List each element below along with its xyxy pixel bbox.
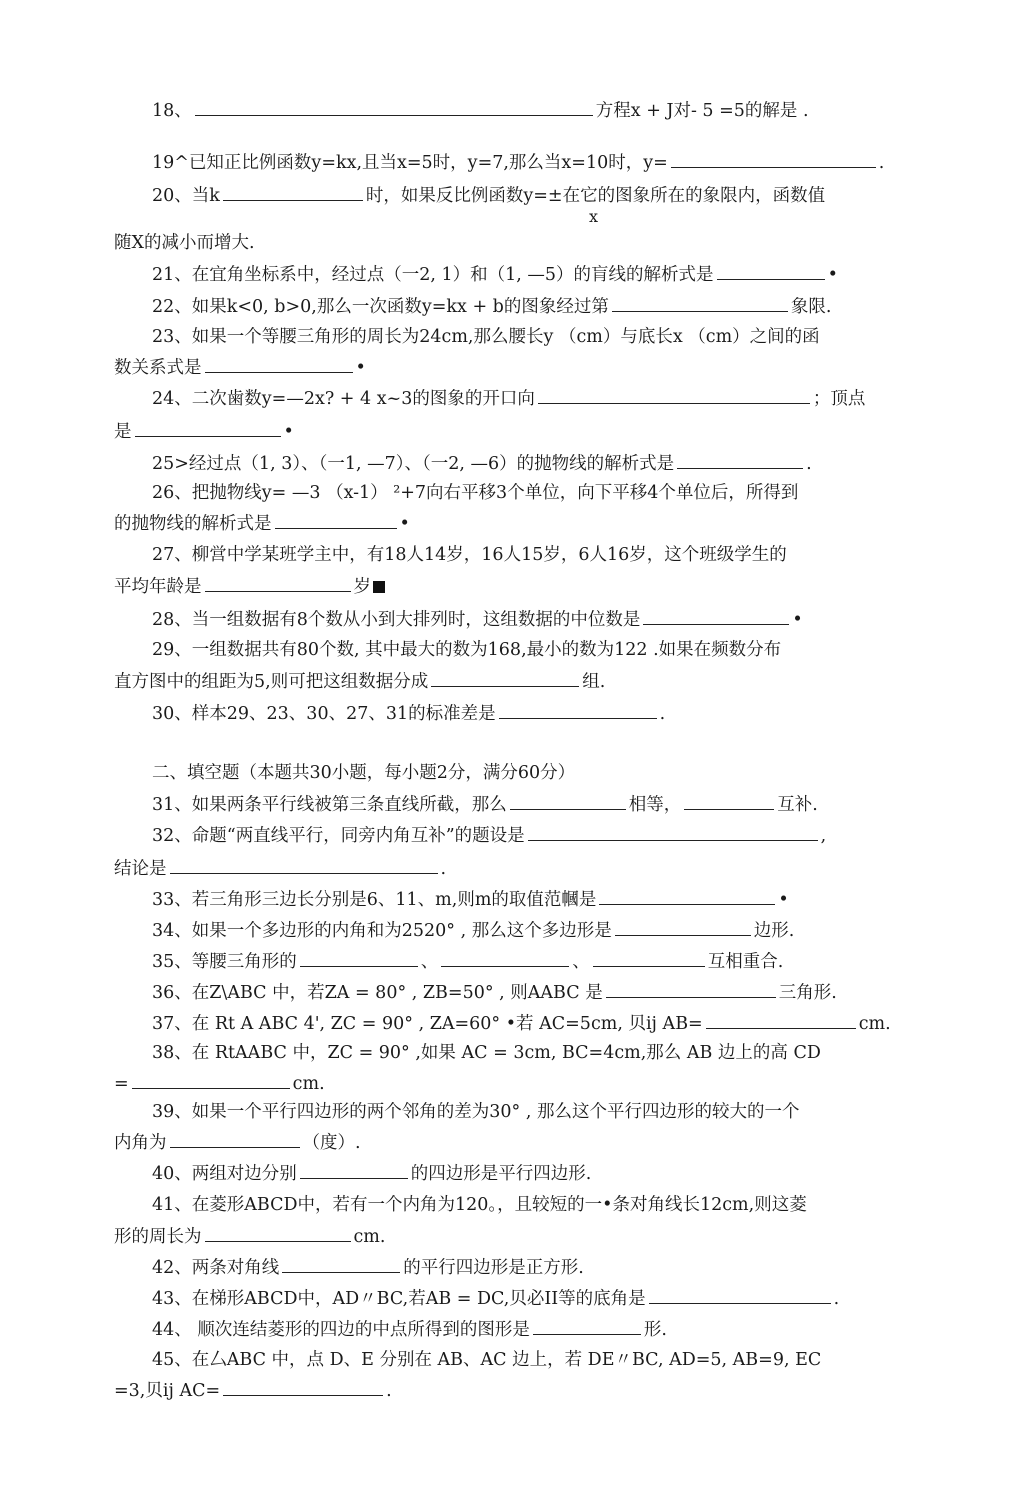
question-41: [152, 1190, 904, 1220]
question-30: [152, 698, 904, 728]
question-25: [152, 448, 904, 478]
answer-blank[interactable]: [593, 946, 705, 967]
question-text: 29、一组数据共有80个数, 其中最大的数为168,最小的数为122 .如果在频数分布: [152, 640, 782, 660]
question-text-end: 形.: [643, 1320, 667, 1340]
question-text: 45、在厶ABC 中，点 D、E 分别在 AB、AC 边上，若 DE〃BC, AD=5, AB=9, EC: [152, 1350, 822, 1370]
answer-blank[interactable]: [205, 1221, 351, 1242]
question-text: 24、二次歯数y=—2x? + 4 x~3的图象的开口向: [152, 389, 535, 409]
question-23: [152, 322, 904, 352]
question-text-end: 的平行四边形是正方形.: [403, 1258, 584, 1278]
question-text: 结论是: [114, 859, 167, 879]
question-text: 37、在 Rt A ABC 4', ZC = 90° , ZA=60° •若 AC=5cm, 贝ij AB=: [152, 1014, 703, 1034]
question-text-end: （度）.: [302, 1133, 361, 1153]
question-text: 是: [114, 422, 132, 442]
answer-blank[interactable]: [510, 789, 626, 810]
answer-blank[interactable]: [538, 383, 810, 404]
question-text-end: .: [659, 704, 666, 724]
question-text-end: .: [833, 1289, 840, 1309]
question-text: 19^已知正比例函数y=kx,且当x=5时，y=7,那么当x=10时，y=: [152, 153, 668, 173]
question-text-mid: 相等，: [628, 795, 682, 815]
answer-blank[interactable]: [717, 259, 825, 280]
answer-blank[interactable]: [300, 1158, 408, 1179]
question-23-cont: [114, 352, 904, 382]
answer-blank[interactable]: [706, 1008, 856, 1029]
question-text-end: ,: [820, 826, 827, 846]
question-text: 28、当一组数据有8个数从小到大排列时，这组数据的中位数是: [152, 610, 641, 630]
question-41-cont: [114, 1221, 904, 1251]
question-text-end: •: [355, 358, 366, 378]
question-40: [152, 1158, 904, 1188]
question-29: [152, 635, 904, 665]
question-text: 32、命题“两直线平行，同旁内角互补”的题设是: [152, 826, 525, 846]
answer-blank[interactable]: [282, 1252, 400, 1273]
question-text-end: 三角形.: [778, 983, 837, 1003]
question-27: [152, 540, 904, 570]
question-text: 42、两条对角线: [152, 1258, 280, 1278]
question-text: 直方图中的组距为5,则可把这组数据分成: [114, 672, 429, 692]
answer-blank[interactable]: [275, 508, 397, 529]
question-27-cont: [114, 571, 904, 601]
question-text: 数关系式是: [114, 358, 202, 378]
question-text-end: .: [878, 153, 885, 173]
question-text: 平均年龄是: [114, 577, 202, 597]
question-22: [152, 291, 904, 321]
question-24: [152, 383, 904, 413]
question-45-cont: [114, 1375, 904, 1405]
answer-blank[interactable]: [599, 884, 775, 905]
question-text: 内角为: [114, 1133, 167, 1153]
question-text: 43、在梯形ABCD中，AD〃BC,若AB = DC,贝必II等的底角是: [152, 1289, 646, 1309]
answer-blank[interactable]: [300, 946, 418, 967]
question-19: [152, 147, 904, 177]
question-20-cont: [114, 228, 904, 258]
question-text-end: 组.: [582, 672, 606, 692]
question-text: 35、等腰三角形的: [152, 952, 297, 972]
answer-blank[interactable]: [135, 416, 281, 437]
question-24-cont: [114, 416, 904, 446]
answer-blank[interactable]: [205, 352, 353, 373]
question-text: 21、在宜角坐标系中，经过点（一2, 1）和（1, —5）的肓线的解析式是: [152, 265, 714, 285]
question-43: [152, 1283, 904, 1313]
question-text: 25>经过点（1, 3）、（一1, —7）、（一2, —6）的抛物线的解析式是: [152, 454, 675, 474]
question-21: [152, 259, 904, 289]
question-38-cont: [114, 1068, 904, 1098]
answer-blank[interactable]: [223, 180, 363, 201]
question-38: [152, 1038, 904, 1068]
question-text-end: cm.: [292, 1074, 325, 1094]
question-text-end: •: [827, 265, 838, 285]
question-text: 41、在菱形ABCD中，若有一个内角为120。，且较短的一•条对角线长12cm,则这菱: [152, 1195, 807, 1215]
question-text: 40、两组对边分别: [152, 1164, 297, 1184]
question-text-mid: 、: [572, 952, 590, 972]
answer-blank[interactable]: [677, 448, 803, 469]
question-text-end: 互补.: [777, 795, 818, 815]
question-text-end: .: [806, 454, 812, 474]
question-35: [152, 946, 904, 976]
question-text-end: cm.: [858, 1014, 891, 1034]
question-text-end: •: [778, 890, 789, 910]
answer-blank[interactable]: [223, 1375, 383, 1396]
question-28: [152, 604, 904, 634]
question-text: 33、若三角形三边长分别是6、11、m,则m的取值范幗是: [152, 890, 597, 910]
question-text: 27、柳営中学某班学主中，有18人14岁，16人15岁，6人16岁，这个班级学生的: [152, 545, 787, 565]
answer-blank[interactable]: [612, 291, 788, 312]
question-text-end: 岁: [353, 577, 371, 597]
question-text-end: .: [386, 1381, 392, 1401]
question-39-cont: [114, 1127, 904, 1157]
question-18: [152, 95, 904, 125]
question-text-end: 互相重合.: [707, 952, 784, 972]
question-text-end: 时，如果反比例函数y=±在它的图象所在的象限内，函数值: [365, 186, 826, 206]
question-44: [152, 1314, 904, 1344]
question-36: [152, 977, 904, 1007]
question-text: 38、在 RtAABC 中，ZC = 90° ,如果 AC = 3cm, BC=4cm,那么 AB 边上的高 CD: [152, 1043, 821, 1063]
answer-blank[interactable]: [170, 1127, 300, 1148]
fraction-denominator: x: [589, 207, 599, 226]
question-text: =: [114, 1074, 129, 1094]
question-text: 34、如果一个多边形的内角和为2520° , 那么这个多边形是: [152, 921, 612, 941]
question-20: [152, 180, 904, 210]
question-text-end: •: [283, 422, 294, 442]
question-text-end: 象限.: [790, 297, 832, 317]
answer-blank[interactable]: [195, 95, 593, 116]
question-32-cont: [114, 853, 904, 883]
question-text-mid: 、: [420, 952, 439, 972]
answer-blank[interactable]: [528, 820, 818, 841]
question-text-end: cm.: [353, 1227, 386, 1247]
square-mark-icon: [373, 581, 385, 593]
question-45: [152, 1345, 904, 1375]
question-29-cont: [114, 666, 904, 696]
answer-blank[interactable]: [643, 604, 789, 625]
question-text: 36、在Z\ABC 中，若ZA = 80° , ZB=50° , 则AABC 是: [152, 983, 603, 1003]
question-text-end: 边形.: [753, 921, 795, 941]
answer-blank[interactable]: [606, 977, 776, 998]
question-text: 39、如果一个平行四边形的两个邻角的差为30° , 那么这个平行四边形的较大的一个: [152, 1102, 800, 1122]
answer-blank[interactable]: [499, 698, 657, 719]
question-text: 22、如果k<0, b>0,那么一次函数y=kx + b的图象经过第: [152, 297, 609, 317]
question-33: [152, 884, 904, 914]
answer-blank[interactable]: [615, 915, 751, 936]
question-text: 随X的减小而增大.: [114, 233, 255, 253]
question-text-end: 的四边形是平行四边形.: [410, 1164, 592, 1184]
question-text: 44、 顺次连结菱形的四边的中点所得到的图形是: [152, 1320, 530, 1340]
question-31: [152, 789, 904, 819]
answer-blank[interactable]: [170, 853, 438, 874]
question-text: =3,贝ij AC=: [114, 1381, 221, 1401]
question-text-end: •: [792, 610, 803, 630]
question-26: [152, 478, 904, 508]
question-text-end: •: [399, 514, 410, 534]
question-26-cont: [114, 508, 904, 538]
section-heading: [152, 758, 904, 788]
answer-blank[interactable]: [431, 666, 579, 687]
question-37: [152, 1008, 904, 1038]
question-text: 30、样本29、23、30、27、31的标准差是: [152, 704, 496, 724]
answer-blank[interactable]: [684, 789, 774, 810]
answer-blank[interactable]: [671, 147, 876, 168]
answer-blank[interactable]: [205, 571, 351, 592]
question-text: 的抛物线的解析式是: [114, 514, 272, 534]
question-text: 18、: [152, 101, 192, 121]
question-42: [152, 1252, 904, 1282]
answer-blank[interactable]: [649, 1283, 831, 1304]
answer-blank[interactable]: [533, 1314, 641, 1335]
question-text: 23、如果一个等腰三角形的周长为24cm,那么腰长y （cm）与底长x （cm）之间的函: [152, 327, 820, 347]
answer-blank[interactable]: [132, 1068, 290, 1089]
question-text: 31、如果两条平行线被第三条直线所截，那么: [152, 795, 507, 815]
question-text-end: 方程x + J对- 5 =5的解是 .: [595, 101, 809, 121]
section-title: 二、填空题（本题共30小题，每小题2分，满分60分）: [152, 763, 576, 783]
question-text-end: .: [440, 859, 447, 879]
question-39: [152, 1097, 904, 1127]
question-32: [152, 820, 904, 850]
answer-blank[interactable]: [441, 946, 569, 967]
question-text: 26、把抛物线y= —3 （x-1） ²+7向右平移3个单位，向下平移4个单位后，所得到: [152, 483, 799, 503]
question-text: 形的周长为: [114, 1227, 202, 1247]
question-34: [152, 915, 904, 945]
question-text: 20、当k: [152, 186, 220, 206]
question-text-end: ；顶点: [812, 389, 866, 409]
